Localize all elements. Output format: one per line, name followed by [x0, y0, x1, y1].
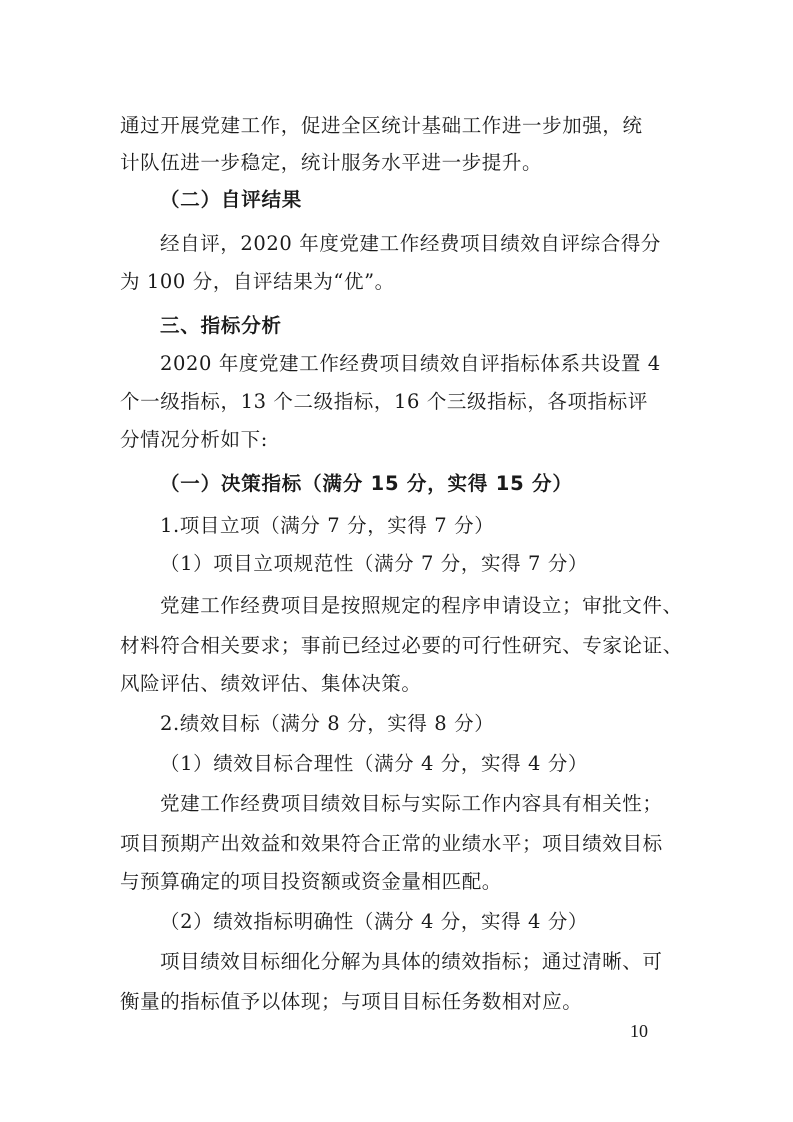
subheading-indicator-clarity: （2）绩效指标明确性（满分 4 分，实得 4 分） [160, 910, 589, 933]
paragraph-line-12: 项目预期产出效益和效果符合正常的业绩水平；项目绩效目标 [120, 832, 663, 855]
subheading-project-approval: 1.项目立项（满分 7 分，实得 7 分） [160, 514, 495, 537]
paragraph-line-13: 与预算确定的项目投资额或资金量相匹配。 [120, 870, 502, 893]
paragraph-line-3: 经自评，2020 年度党建工作经费项目绩效自评综合得分 [160, 232, 662, 255]
subheading-approval-normative: （1）项目立项规范性（满分 7 分，实得 7 分） [160, 552, 589, 575]
section-heading-decision-indicators: （一）决策指标（满分 15 分，实得 15 分） [160, 472, 573, 495]
paragraph-line-11: 党建工作经费项目绩效目标与实际工作内容具有相关性； [160, 792, 663, 815]
paragraph-line-8: 党建工作经费项目是按照规定的程序申请设立；审批文件、 [160, 594, 683, 617]
paragraph-line-5: 2020 年度党建工作经费项目绩效自评指标体系共设置 4 [160, 352, 661, 375]
paragraph-line-10: 风险评估、绩效评估、集体决策。 [120, 672, 422, 695]
section-heading-indicator-analysis: 三、指标分析 [160, 314, 282, 337]
paragraph-line-7: 分情况分析如下: [120, 428, 268, 451]
paragraph-line-4: 为 100 分，自评结果为“优”。 [120, 270, 395, 293]
paragraph-line-15: 衡量的指标值予以体现；与项目目标任务数相对应。 [120, 990, 583, 1013]
paragraph-line-6: 个一级指标，13 个二级指标，16 个三级指标，各项指标评 [120, 390, 648, 413]
paragraph-line-1: 通过开展党建工作，促进全区统计基础工作进一步加强，统 [120, 114, 643, 137]
subheading-goal-rationality: （1）绩效目标合理性（满分 4 分，实得 4 分） [160, 752, 589, 775]
paragraph-line-2: 计队伍进一步稳定，统计服务水平进一步提升。 [120, 151, 543, 174]
section-heading-self-evaluation: （二）自评结果 [160, 188, 303, 211]
subheading-performance-goals: 2.绩效目标（满分 8 分，实得 8 分） [160, 712, 495, 735]
page-number: 10 [630, 1021, 648, 1041]
paragraph-line-9: 材料符合相关要求；事前已经过必要的可行性研究、专家论证、 [120, 634, 683, 657]
paragraph-line-14: 项目绩效目标细化分解为具体的绩效指标；通过清晰、可 [160, 950, 663, 973]
